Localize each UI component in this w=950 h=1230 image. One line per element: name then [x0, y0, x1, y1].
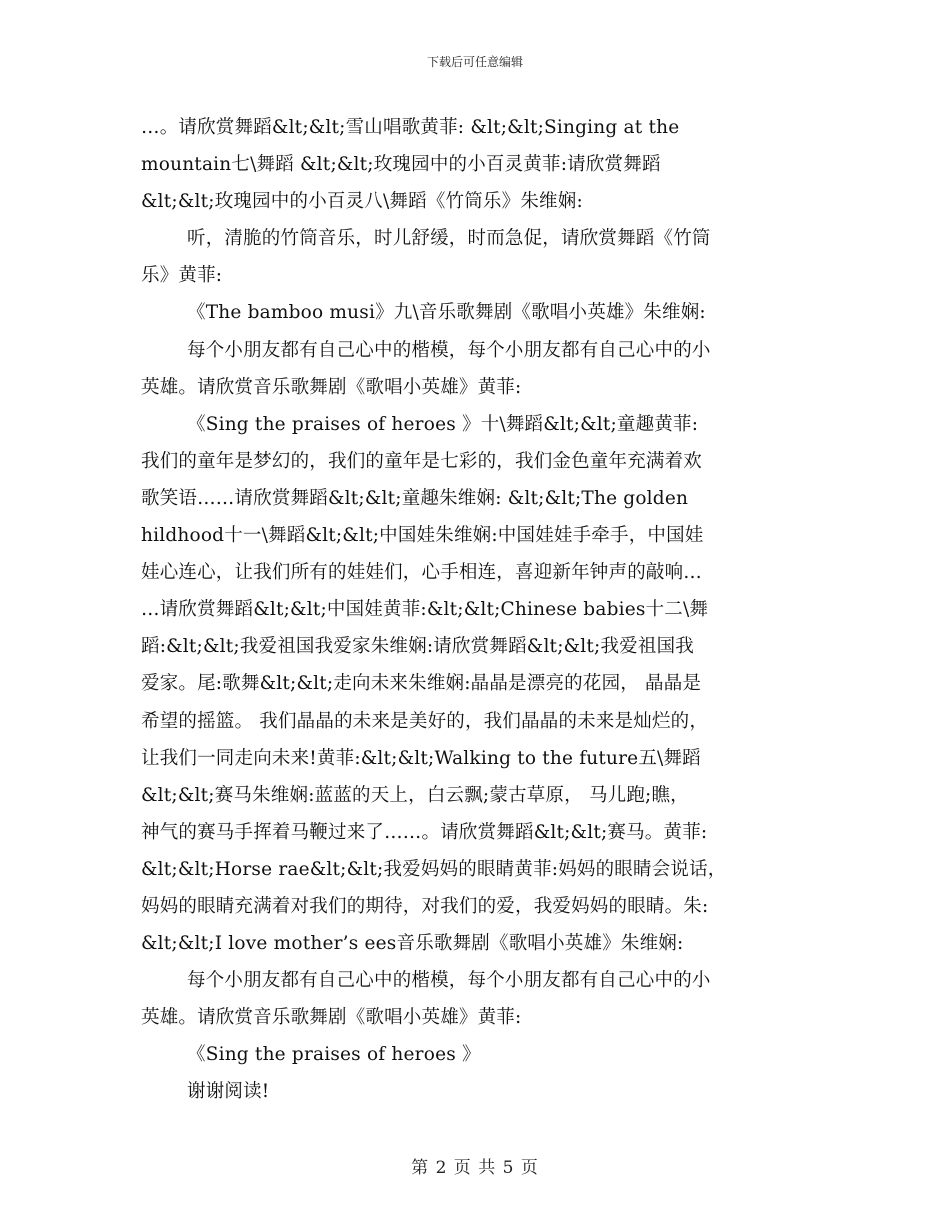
text-line: 听，清脆的竹筒音乐，时儿舒缓，时而急促，请欣赏舞蹈《竹筒	[187, 228, 711, 250]
text-line: …请欣赏舞蹈&lt;&lt;中国娃黄菲:&lt;&lt;Chinese babies十二\舞	[141, 599, 709, 621]
text-line: mountain七\舞蹈 &lt;&lt;玫瑰园中的小百灵黄菲:请欣赏舞蹈	[141, 154, 661, 176]
text-line: &lt;&lt;玫瑰园中的小百灵八\舞蹈《竹筒乐》朱维娴:	[141, 191, 583, 213]
text-line: 歌笑语……请欣赏舞蹈&lt;&lt;童趣朱维娴: &lt;&lt;The golden	[141, 487, 689, 509]
text-line: 谢谢阅读!	[187, 1081, 270, 1103]
text-line: hildhood十一\舞蹈&lt;&lt;中国娃朱维娴:中国娃娃手牵手，中国娃	[141, 525, 704, 547]
text-line: 妈妈的眼睛充满着对我们的期待，对我们的爱，我爱妈妈的眼睛。朱:	[141, 895, 709, 917]
text-line: 希望的摇篮。 我们晶晶的未来是美好的，我们晶晶的未来是灿烂的，	[141, 710, 709, 732]
text-line: 《Sing the praises of heroes 》十\舞蹈&lt;&lt;童趣黄菲:	[187, 413, 699, 435]
text-line: 每个小朋友都有自己心中的楷模，每个小朋友都有自己心中的小	[187, 339, 711, 361]
text-line: 英雄。请欣赏音乐歌舞剧《歌唱小英雄》黄菲:	[141, 1007, 522, 1029]
text-line: 我们的童年是梦幻的，我们的童年是七彩的，我们金色童年充满着欢	[141, 450, 703, 472]
text-line: 让我们一同走向未来!黄菲:&lt;&lt;Walking to the future五\舞蹈	[141, 747, 701, 769]
text-line: 《Sing the praises of heroes 》	[187, 1044, 481, 1066]
page-header: 下载后可任意编辑	[426, 55, 523, 69]
text-line: …。请欣赏舞蹈&lt;&lt;雪山唱歌黄菲: &lt;&lt;Singing at the	[141, 117, 680, 138]
text-line: 爱家。尾:歌舞&lt;&lt;走向未来朱维娴:晶晶是漂亮的花园， 晶晶是	[141, 673, 702, 695]
text-line: &lt;&lt;Horse rae&lt;&lt;我爱妈妈的眼睛黄菲:妈妈的眼睛会说话，	[141, 858, 727, 880]
text-line: 乐》黄菲:	[141, 265, 223, 287]
text-line: 每个小朋友都有自己心中的楷模，每个小朋友都有自己心中的小	[187, 970, 711, 992]
text-line: &lt;&lt;赛马朱维娴:蓝蓝的天上，白云飘;蒙古草原， 马儿跑;瞧，	[141, 784, 689, 806]
text-line: 蹈:&lt;&lt;我爱祖国我爱家朱维娴:请欣赏舞蹈&lt;&lt;我爱祖国我	[141, 636, 694, 658]
text-line: 娃心连心，让我们所有的娃娃们，心手相连，喜迎新年钟声的敲响…	[141, 562, 703, 584]
text-line: 英雄。请欣赏音乐歌舞剧《歌唱小英雄》黄菲:	[141, 376, 522, 398]
page-number-footer: 第 2 页 共 5 页	[411, 1158, 539, 1178]
document-body	[141, 109, 809, 1111]
text-line: 《The bamboo musi》九\音乐歌舞剧《歌唱小英雄》朱维娴:	[187, 302, 706, 324]
text-line: 神气的赛马手挥着马鞭过来了……。请欣赏舞蹈&lt;&lt;赛马。黄菲:	[141, 821, 708, 843]
text-line: &lt;&lt;I love mother’s ees音乐歌舞剧《歌唱小英雄》朱维娴:	[141, 933, 684, 955]
